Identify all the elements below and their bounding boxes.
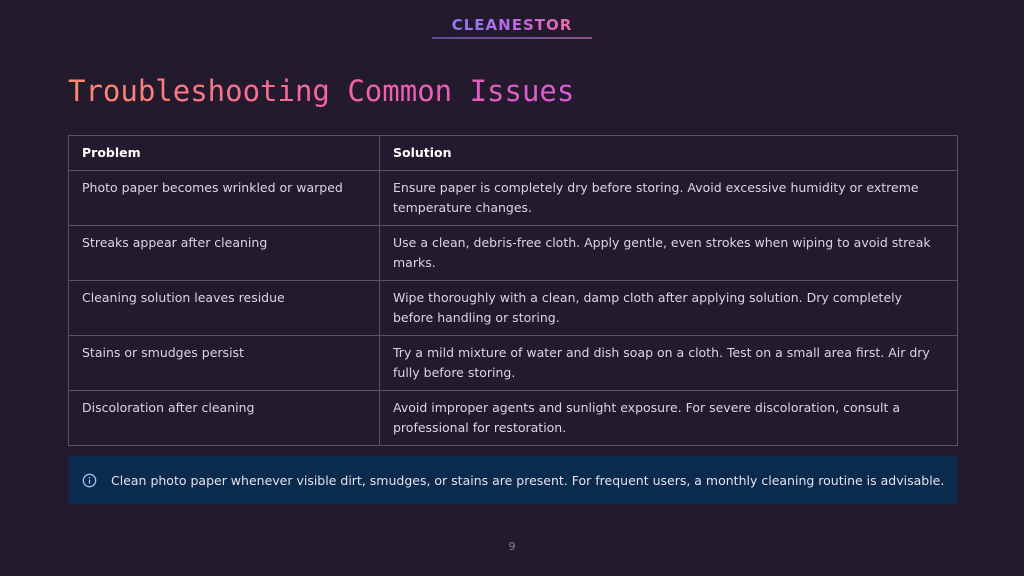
info-callout	[68, 456, 957, 504]
problem-cell: Streaks appear after cleaning	[69, 226, 380, 281]
solution-cell: Try a mild mixture of water and dish soap on a cloth. Test on a small area first. Air dry fully before storing.	[380, 336, 958, 391]
problem-cell: Photo paper becomes wrinkled or warped	[69, 171, 380, 226]
page-number: 9	[508, 540, 516, 553]
table-row	[69, 171, 958, 226]
table-row	[69, 281, 958, 336]
problem-cell: Stains or smudges persist	[69, 336, 380, 391]
table-header-row	[69, 136, 958, 171]
page-title: Troubleshooting Common Issues	[68, 74, 575, 108]
table-row	[69, 336, 958, 391]
info-callout-text: Clean photo paper whenever visible dirt, smudges, or stains are present. For frequent users, a monthly cleaning routine is advisable.	[111, 472, 945, 488]
solution-cell: Ensure paper is completely dry before storing. Avoid excessive humidity or extreme temperature changes.	[380, 171, 958, 226]
column-header-solution: Solution	[380, 136, 958, 171]
solution-cell: Use a clean, debris-free cloth. Apply gentle, even strokes when wiping to avoid streak marks.	[380, 226, 958, 281]
brand-logo	[0, 15, 1024, 39]
troubleshooting-table	[68, 135, 958, 446]
info-icon	[82, 473, 97, 488]
table-row	[69, 391, 958, 446]
column-header-problem: Problem	[69, 136, 380, 171]
logo-text: CLEANESTOR	[451, 16, 573, 34]
solution-cell: Avoid improper agents and sunlight exposure. For severe discoloration, consult a professional for restoration.	[380, 391, 958, 446]
problem-cell: Discoloration after cleaning	[69, 391, 380, 446]
table-row	[69, 226, 958, 281]
problem-cell: Cleaning solution leaves residue	[69, 281, 380, 336]
solution-cell: Wipe thoroughly with a clean, damp cloth after applying solution. Dry completely before handling or storing.	[380, 281, 958, 336]
logo-tagline	[432, 37, 592, 39]
